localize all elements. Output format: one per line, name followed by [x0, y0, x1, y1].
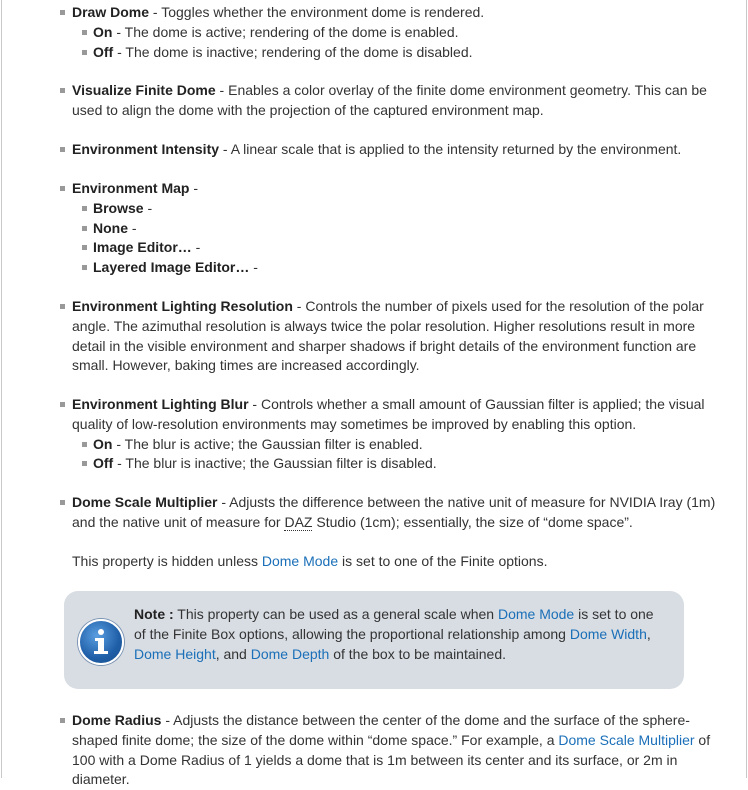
note-text-part: This property can be used as a general scale when [173, 606, 498, 622]
item-desc: of 100 with a Dome Radius of 1 yields a dome that is 1m between its center and its surface, or 2m in diameter. [72, 731, 711, 788]
dome-mode-link[interactable]: Dome Mode [261, 553, 339, 569]
list-item-visualize-finite-dome [72, 81, 722, 121]
item-title: Environment Intensity [72, 141, 220, 157]
note-text-part: , [646, 626, 651, 642]
item-title: Visualize Finite Dome [72, 82, 216, 98]
sub-item-desc: - The dome is active; rendering of the dome is enabled. [112, 23, 459, 40]
item-desc: - Adjusts the difference between the native unit of measure for NVIDIA Iray (1m) and the native unit of measure for [72, 494, 716, 530]
sub-item-desc: - [128, 219, 137, 236]
sub-item-on [93, 23, 722, 43]
note-text-part: is set to one of the Finite Box options, allowing the proportional relationship among [134, 606, 654, 642]
sub-item-image-editor [93, 238, 722, 258]
note-text-part: of the box to be maintained. [329, 646, 507, 662]
sub-item-layered-image-editor [93, 258, 722, 278]
item-desc: - Controls the number of pixels used for the resolution of the polar angle. The azimuthal resolution is always twice the polar resolution. Higher resolutions result in more detail in the visible environment and sharper shadows if bright details of the environment function are small. However, baking times are increased accordingly. [72, 298, 704, 374]
sub-item-title: On [93, 23, 113, 40]
item-title: Environment Lighting Blur [72, 396, 249, 412]
item-desc: - [189, 180, 199, 196]
sub-item-desc: - [143, 199, 153, 216]
sub-item-title: Layered Image Editor… [93, 259, 250, 276]
sub-item-title: Off [93, 455, 114, 472]
sub-item-none [93, 219, 722, 239]
list-item-dome-scale-multiplier [72, 493, 722, 533]
item-desc: - A linear scale that is applied to the intensity returned by the environment. [219, 141, 682, 157]
sub-item-off [93, 43, 722, 63]
dome-width-link[interactable]: Dome Width [569, 626, 647, 642]
dome-mode-link[interactable]: Dome Mode [497, 606, 575, 622]
sub-item-desc: - The dome is inactive; rendering of the dome is disabled. [113, 43, 473, 60]
info-icon [78, 619, 124, 665]
item-title: Dome Radius [72, 712, 162, 728]
sub-item-title: None [93, 219, 128, 236]
dome-depth-link[interactable]: Dome Depth [250, 646, 330, 662]
list-item-environment-intensity [72, 140, 722, 160]
abbr-daz: DAZ [284, 513, 313, 530]
list-item-draw-dome [72, 3, 722, 62]
dome-scale-multiplier-link[interactable]: Dome Scale Multiplier [558, 731, 695, 748]
item-desc: Studio (1cm); essentially, the size of “dome space”. [312, 513, 633, 530]
note-text [134, 604, 664, 664]
item-desc: - Enables a color overlay of the finite dome environment geometry. This can be used to align the dome with the projection of the captured environment map. [72, 82, 707, 118]
note-text-part: , and [215, 646, 251, 662]
paragraph-text: is set to one of the Finite options. [338, 553, 548, 569]
item-title: Environment Lighting Resolution [72, 298, 293, 314]
sub-item-desc: - [249, 259, 258, 276]
item-title: Draw Dome [72, 4, 150, 20]
sub-item-title: Off [93, 43, 114, 60]
note-box [64, 591, 684, 689]
page-border-right [746, 0, 747, 778]
sub-item-desc: - The blur is active; the Gaussian filter is enabled. [112, 435, 423, 452]
note-label: Note : [134, 606, 174, 622]
sub-item-title: Browse [93, 199, 144, 216]
item-desc: - Adjusts the distance between the center of the dome and the surface of the sphere-shaped finite dome; the size of the dome within “dome space.” For example, a [72, 712, 690, 748]
item-desc: - Controls whether a small amount of Gaussian filter is applied; the visual quality of low-resolution environments may sometimes be improved by enabling this option. [72, 396, 705, 432]
dome-height-link[interactable]: Dome Height [134, 646, 216, 662]
sub-item-desc: - [191, 239, 201, 256]
sub-item-browse [93, 199, 722, 219]
item-title: Environment Map [72, 180, 190, 196]
list-item-dome-radius [72, 711, 722, 790]
item-title: Dome Scale Multiplier [72, 494, 218, 510]
paragraph-text: This property is hidden unless [72, 553, 262, 569]
sub-item-title: Image Editor… [93, 239, 192, 256]
page-border-left [1, 0, 2, 778]
sub-item-off [93, 454, 722, 474]
item-desc: - Toggles whether the environment dome is rendered. [149, 4, 485, 20]
list-item-lighting-resolution [72, 297, 722, 376]
list-item-environment-map [72, 179, 722, 278]
sub-item-title: On [93, 435, 113, 452]
sub-item-desc: - The blur is inactive; the Gaussian filter is disabled. [113, 455, 437, 472]
list-item-lighting-blur [72, 395, 722, 474]
hidden-property-note [72, 552, 722, 572]
sub-item-on [93, 435, 722, 455]
